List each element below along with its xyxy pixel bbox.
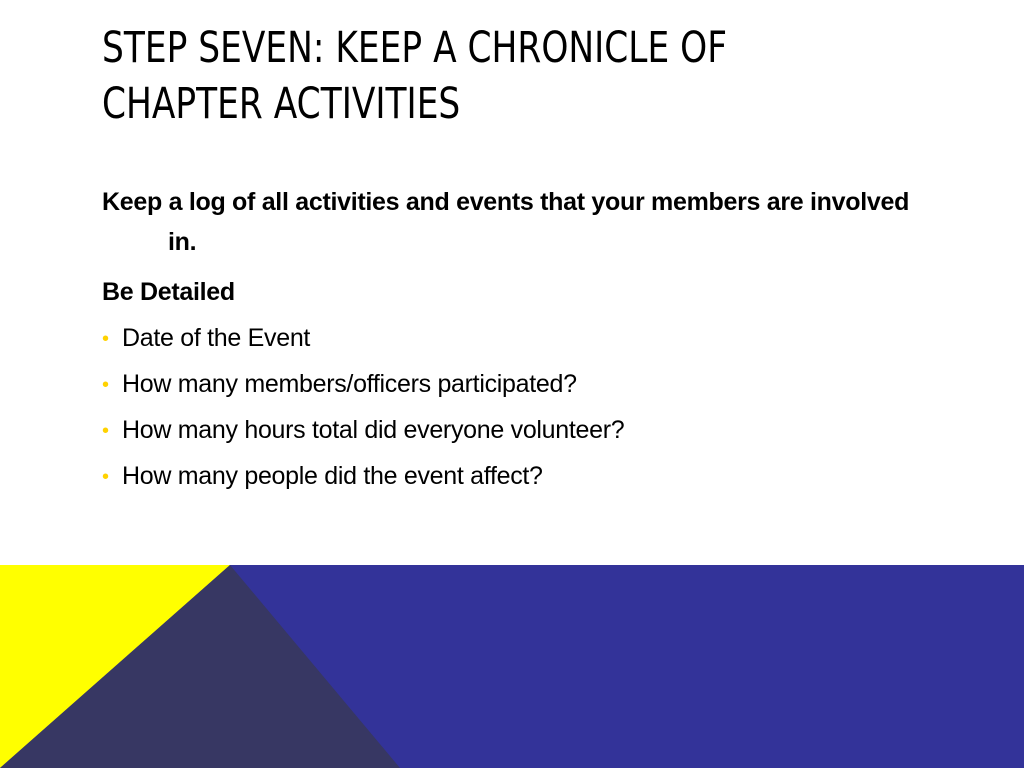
bullet-text: How many hours total did everyone volunteer? [122,416,625,444]
bullet-list [102,316,922,500]
slide-body [102,182,922,500]
bullet-dot-icon: • [102,420,109,442]
bullet-item-participants [102,362,922,408]
subheading: Be Detailed [102,278,235,306]
bullet-item-hours [102,408,922,454]
bullet-dot-icon: • [102,466,109,488]
slide-title: STEP SEVEN: KEEP A CHRONICLE OF CHAPTER ACTIVITIES [102,23,727,129]
bullet-item-date [102,316,922,362]
bullet-dot-icon: • [102,328,109,350]
bullet-item-impact [102,454,922,500]
lead-paragraph: Keep a log of all activities and events that your members are involved in. [102,188,910,256]
decorative-bottom-band [0,565,1024,768]
bullet-dot-icon: • [102,374,109,396]
bullet-text: Date of the Event [122,324,311,352]
bullet-text: How many members/officers participated? [122,370,577,398]
bullet-text: How many people did the event affect? [122,462,543,490]
